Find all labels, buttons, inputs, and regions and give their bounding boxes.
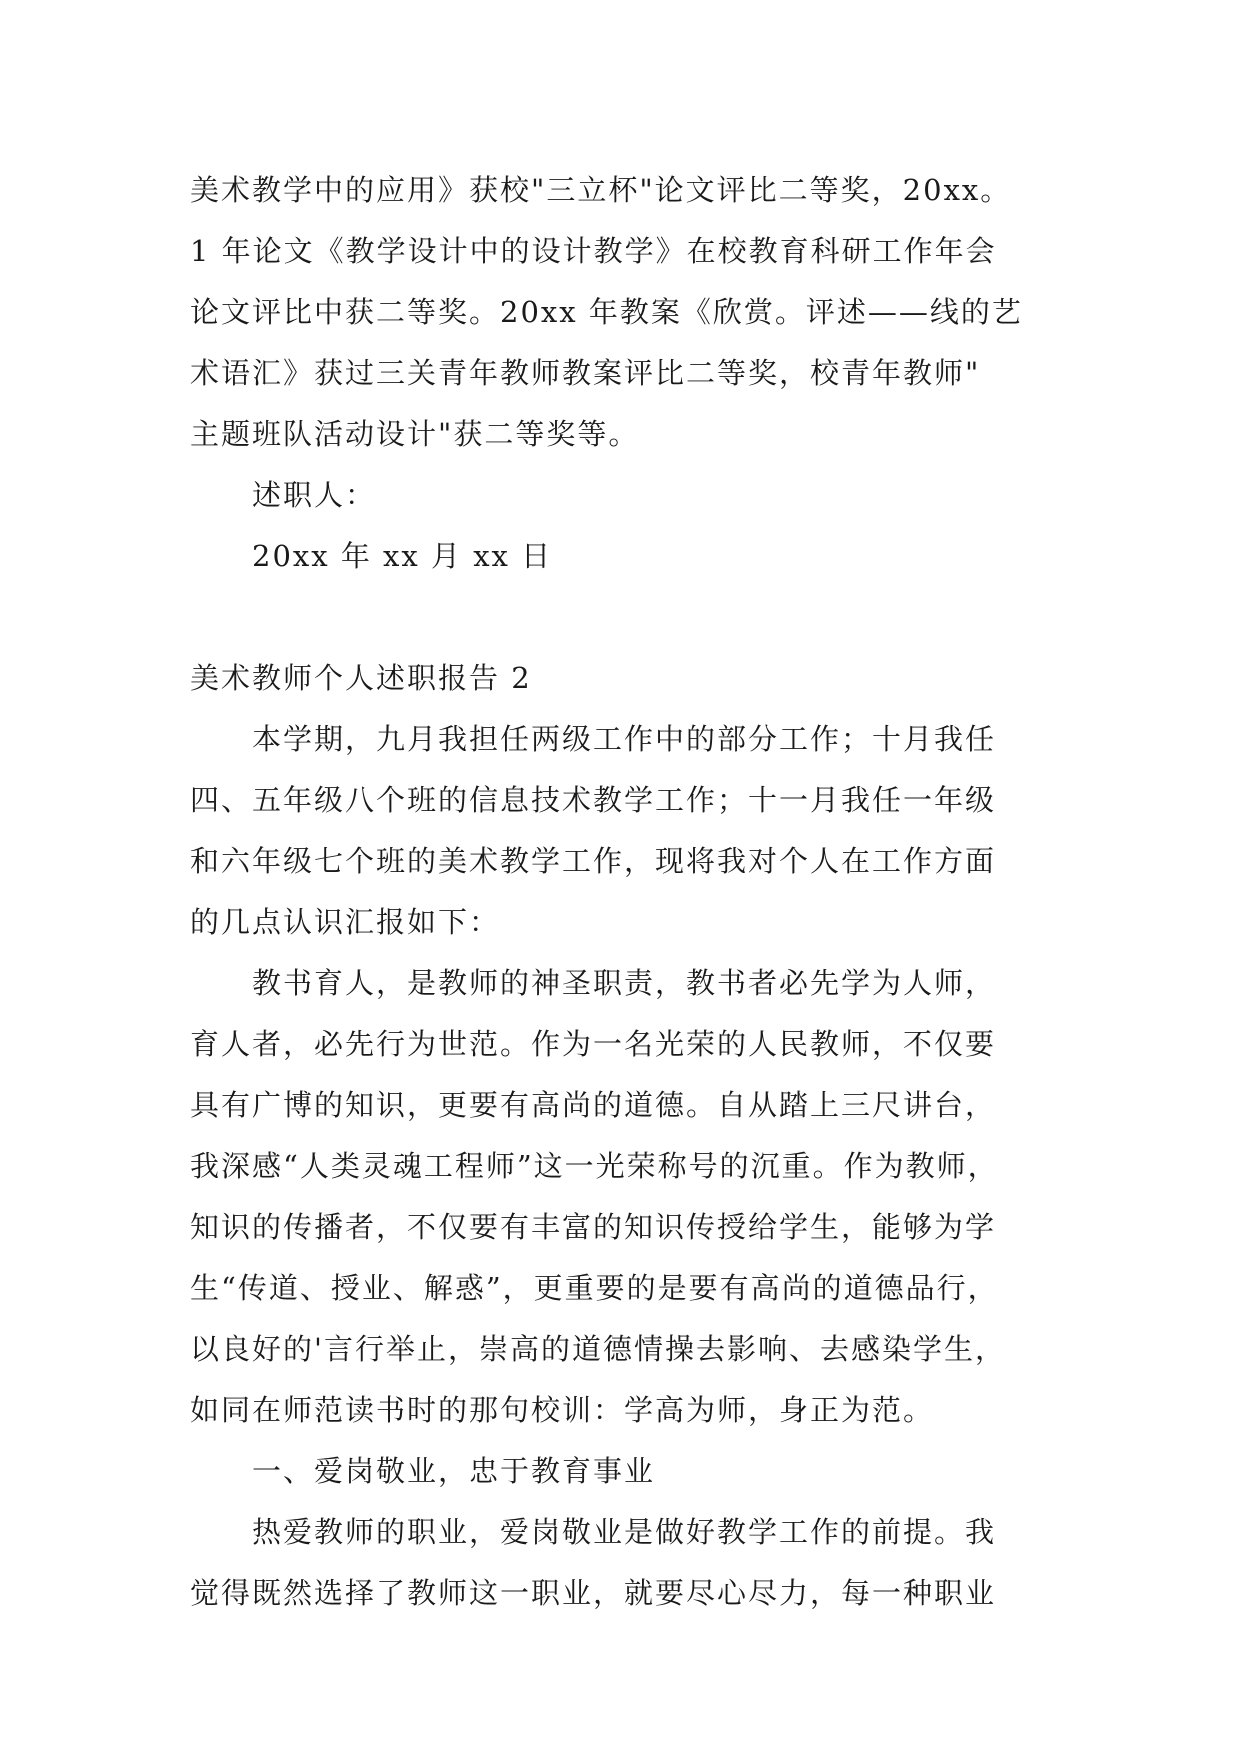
text-line: 主题班队活动设计"获二等奖等。: [190, 417, 640, 451]
text-line: 和六年级七个班的美术教学工作，现将我对个人在工作方面: [190, 844, 997, 878]
text-line: 育人者，必先行为世范。作为一名光荣的人民教师，不仅要: [190, 1027, 997, 1061]
text-line: 四、五年级八个班的信息技术教学工作；十一月我任一年级: [190, 783, 997, 817]
text-line: 以良好的'言行举止，崇高的道德情操去影响、去感染学生，: [190, 1332, 1006, 1366]
text-line: 具有广博的知识，更要有高尚的道德。自从踏上三尺讲台，: [190, 1088, 997, 1122]
text-line: 觉得既然选择了教师这一职业，就要尽心尽力，每一种职业: [190, 1576, 997, 1610]
text-line: 生“传道、授业、解惑”，更重要的是要有高尚的道德品行，: [190, 1271, 999, 1305]
text-line: 本学期，九月我担任两级工作中的部分工作；十月我任: [252, 722, 997, 756]
text-line: 热爱教师的职业，爱岗敬业是做好教学工作的前提。我: [252, 1515, 997, 1549]
blank-line: [190, 587, 1060, 648]
text-line: 论文评比中获二等奖。20xx 年教案《欣赏。评述——线的艺: [190, 295, 1023, 329]
document-body: [190, 160, 1060, 1624]
text-line: 我深感“人类灵魂工程师”这一光荣称号的沉重。作为教师，: [190, 1149, 999, 1183]
paragraph-love-job: [190, 1502, 1060, 1624]
signature-label: 述职人：: [252, 478, 377, 512]
text-line: 美术教学中的应用》获校"三立杯"论文评比二等奖，20xx。: [190, 173, 1012, 207]
text-line: 术语汇》获过三关青年教师教案评比二等奖，校青年教师": [190, 356, 981, 390]
date-line: 20xx 年 xx 月 xx 日: [252, 539, 553, 573]
paragraph-intro: [190, 709, 1060, 953]
section-heading: 一、爱岗敬业，忠于教育事业: [252, 1454, 656, 1488]
text-line: 教书育人，是教师的神圣职责，教书者必先学为人师，: [252, 966, 997, 1000]
text-line: 1 年论文《教学设计中的设计教学》在校教育科研工作年会: [190, 234, 997, 268]
text-line: 如同在师范读书时的那句校训：学高为师，身正为范。: [190, 1393, 935, 1427]
paragraph-duty: [190, 953, 1060, 1441]
continuation-paragraph: [190, 160, 1060, 465]
section-title: 美术教师个人述职报告 2: [190, 661, 532, 695]
text-line: 的几点认识汇报如下：: [190, 905, 501, 939]
text-line: 知识的传播者，不仅要有丰富的知识传授给学生，能够为学: [190, 1210, 997, 1244]
